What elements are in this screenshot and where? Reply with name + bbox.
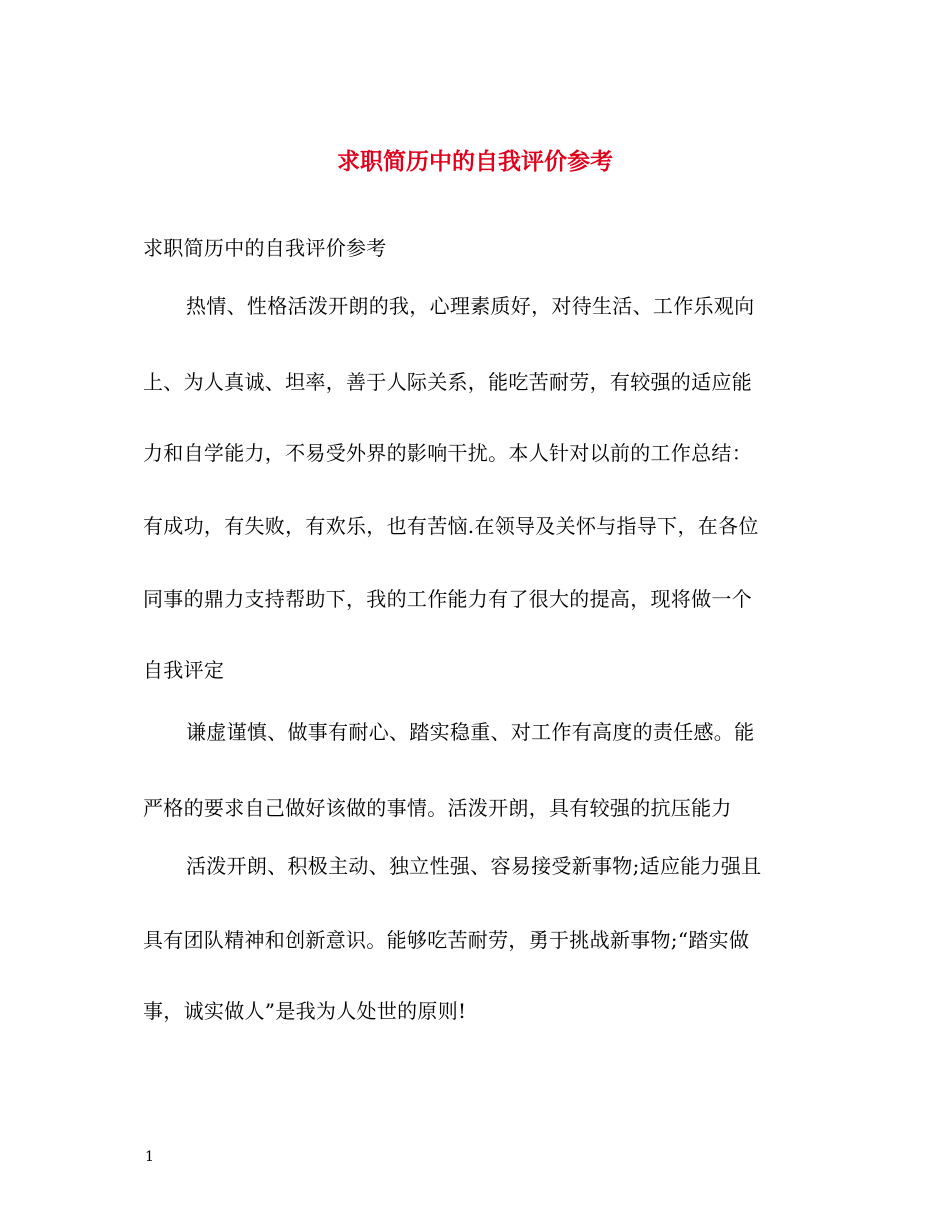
paragraph-1-line-3: 力和自学能力，不易受外界的影响干扰。本人针对以前的工作总结： (143, 441, 752, 465)
page-title: 求职简历中的自我评价参考 (337, 148, 613, 175)
paragraph-3-line-3: 事，诚实做人”是我为人处世的原则! (143, 999, 467, 1023)
paragraph-1-line-2: 上、为人真诚、坦率，善于人际关系，能吃苦耐劳，有较强的适应能 (143, 370, 752, 394)
paragraph-1-line-4: 有成功，有失败，有欢乐，也有苦恼.在领导及关怀与指导下，在各位 (143, 514, 759, 538)
paragraph-3-line-2: 具有团队精神和创新意识。能够吃苦耐劳，勇于挑战新事物;“踏实做 (143, 928, 750, 952)
paragraph-2-line-2: 严格的要求自己做好该做的事情。活泼开朗，具有较强的抗压能力 (143, 796, 732, 820)
document-subtitle: 求职简历中的自我评价参考 (143, 236, 387, 260)
paragraph-3-line-1: 活泼开朗、积极主动、独立性强、容易接受新事物;适应能力强且 (186, 854, 762, 878)
page-number: 1 (145, 1149, 154, 1165)
paragraph-2-line-1: 谦虚谨慎、做事有耐心、踏实稳重、对工作有高度的责任感。能 (186, 720, 755, 744)
paragraph-1-line-6: 自我评定 (143, 658, 225, 682)
paragraph-1-line-5: 同事的鼎力支持帮助下，我的工作能力有了很大的提高，现将做一个 (143, 587, 752, 611)
paragraph-1-line-1: 热情、性格活泼开朗的我，心理素质好，对待生活、工作乐观向 (186, 294, 755, 318)
